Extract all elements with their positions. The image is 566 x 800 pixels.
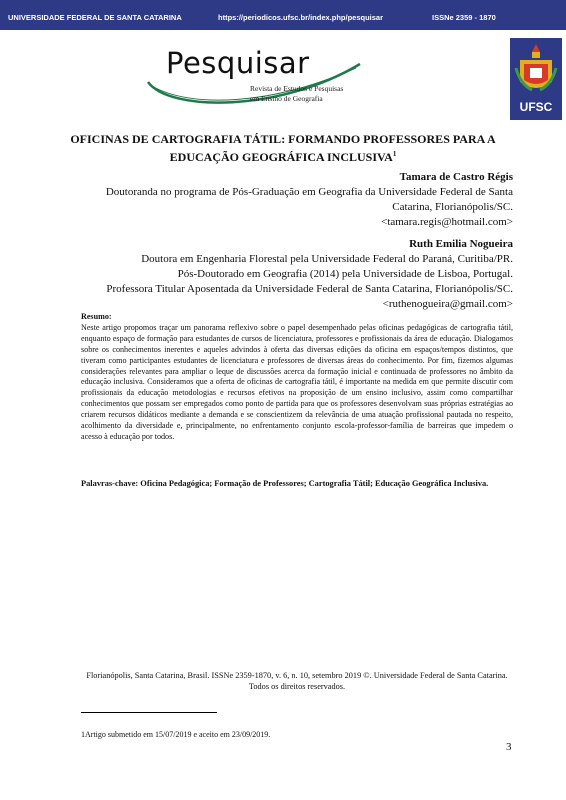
author-block [83, 237, 513, 312]
journal-logo [130, 42, 370, 114]
journal-subtitle-line2: em Ensino de Geografia [250, 94, 323, 103]
journal-subtitle-line1: Revista de Estudos e Pesquisas [250, 84, 344, 93]
journal-url[interactable]: https://periodicos.ufsc.br/index.php/pesquisar [218, 13, 384, 22]
author-email[interactable]: <tamara.regis@hotmail.com> [381, 216, 513, 228]
abstract [81, 312, 513, 443]
page-number: 3 [506, 741, 512, 753]
ufsc-logo [510, 38, 562, 120]
publication-info: Florianópolis, Santa Catarina, Brasil. ISSNe 2359-1870, v. 6, n. 10, setembro 2019 ©. Universidade Federal de Santa Catarina. Todos os direitos reservados. [86, 671, 508, 691]
author-affiliation: Pós-Doutorado em Geografia (2014) pela Universidade de Lisboa, Portugal. [177, 268, 513, 280]
abstract-text: Neste artigo propomos traçar um panorama reflexivo sobre o papel desempenhado pelas oficinas pedagógicas de cartografia tátil, enquanto espaço de formação para estudantes de cursos de licenciatura, professores e profissionais da área de educação. Dialogamos sobre os conhecimentos inerentes e aqueles advindos à oferta das diversas edições da oficina em espaços/tempos distintos, que tiveram como participantes estudantes de licenciatura e professores de diversas áreas do conhecimento. Por fim, fizemos algumas considerações relevantes para ampliar o leque de discussões acerca da formação inicial e continuada de professores no âmbito da educação inclusiva. Consideramos que a oferta de oficinas de cartografia tátil, é importante na medida em que permite discutir com profissionais da educação metodologias e recursos efetivos na proposição de um ensino inclusivo, assim como compartilhar conhecimentos que possam ser empregados como ponto de partida para que os professores desenvolvam suas próprias estratégias ao criarem recursos didáticos mediante a demanda e se conscientizem da relevância de uma atuação profissional pautada no respeito, acolhimento da diversidade e, principalmente, no enfrentamento conjunto escola-professor-família de barreiras que impedem o acesso à educação por todos. [81, 322, 513, 441]
article-title-text: OFICINAS DE CARTOGRAFIA TÁTIL: FORMANDO PROFESSORES PARA A EDUCAÇÃO GEOGRÁFICA INCLUSIVA [70, 132, 496, 164]
footnote: 1Artigo submetido em 15/07/2019 e aceito em 23/09/2019. [81, 730, 271, 739]
keywords: Palavras-chave: Oficina Pedagógica; Formação de Professores; Cartografia Tátil; Educação Geográfica Inclusiva. [81, 479, 489, 488]
author-affiliation: Doutora em Engenharia Florestal pela Universidade Federal do Paraná, Curitiba/PR. [141, 253, 513, 265]
title-footnote-mark: 1 [392, 150, 397, 158]
author-affiliation: Professora Titular Aposentada da Universidade Federal de Santa Catarina, Florianópolis/SC. [106, 283, 513, 295]
issn-label: ISSNe 2359 - 1870 [432, 13, 496, 22]
abstract-label: Resumo: [81, 312, 112, 321]
author-affiliation: Doutoranda no programa de Pós-Graduação em Geografia da Universidade Federal de Santa [105, 186, 513, 198]
author-block [83, 170, 513, 230]
footnote-divider [81, 712, 217, 713]
journal-name: Pesquisar [166, 46, 310, 80]
author-name: Ruth Emilia Nogueira [409, 238, 513, 250]
ufsc-logo-text: UFSC [519, 100, 553, 114]
university-name: UNIVERSIDADE FEDERAL DE SANTA CATARINA [8, 13, 182, 22]
author-affiliation: Catarina, Florianópolis/SC. [392, 201, 513, 213]
author-email[interactable]: <ruthenogueira@gmail.com> [382, 298, 513, 310]
article-title [60, 132, 506, 165]
journal-subtitle [250, 84, 343, 104]
author-name: Tamara de Castro Régis [399, 171, 513, 183]
header-bar [0, 0, 566, 30]
